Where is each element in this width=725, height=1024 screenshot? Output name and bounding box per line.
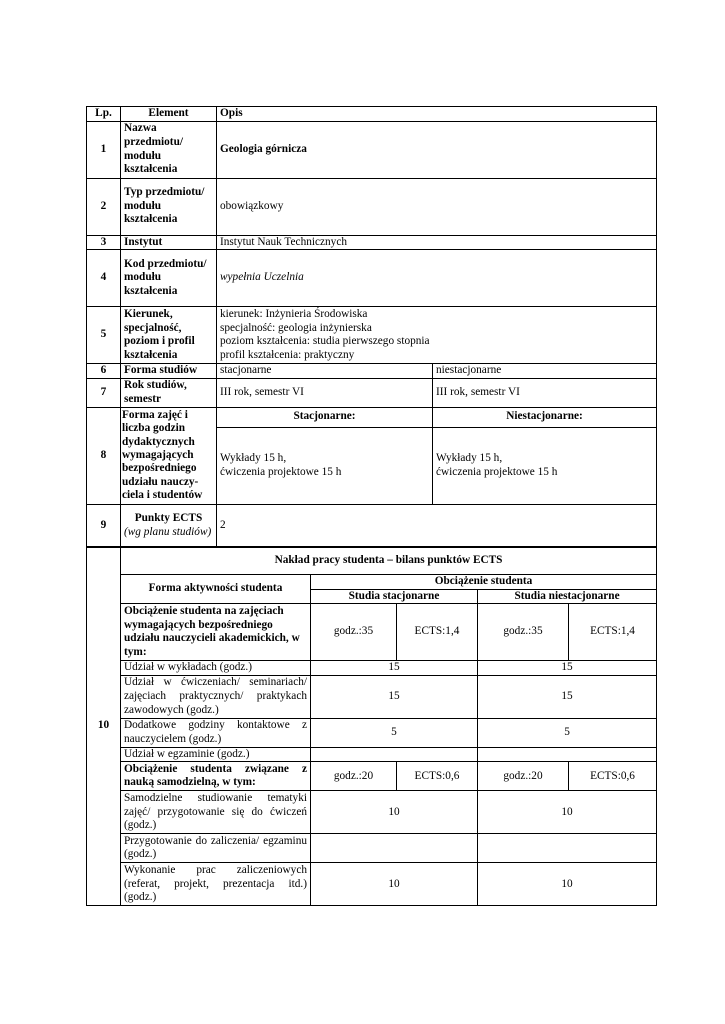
row-4 [87, 250, 657, 307]
row-7 [87, 378, 657, 407]
stac-value: 5 [311, 718, 478, 747]
row-number: 7 [87, 378, 121, 407]
niestac-hours: godz.:35 [478, 604, 569, 661]
level-line: poziom kształcenia: studia pierwszego stopnia [220, 335, 430, 348]
row-8-header [87, 407, 657, 427]
year-stacjonarne: III rok, semestr VI [217, 378, 433, 407]
form-niestacjonarne: niestacjonarne [433, 364, 657, 379]
activity-label: Dodatkowe godziny kontaktowe z nauczycielem (godz.) [121, 718, 311, 747]
header-element: Element [121, 107, 217, 122]
row-9 [87, 504, 657, 547]
module-code: wypełnia Uczelnia [217, 250, 657, 307]
ects-label: Punkty ECTS [134, 512, 203, 525]
row-number: 3 [87, 235, 121, 250]
stac-ects: ECTS:1,4 [397, 604, 478, 661]
module-description-table [86, 106, 657, 548]
row-number: 4 [87, 250, 121, 307]
niestac-value: 5 [478, 718, 657, 747]
row-label [121, 504, 217, 547]
niestac-value: 10 [478, 791, 657, 834]
specialty-line: specjalność: geologia inżynierska [220, 321, 372, 334]
workload-table [86, 546, 657, 906]
year-niestacjonarne: III rok, semestr VI [433, 378, 657, 407]
row-label: Kierunek, specjalność, poziom i profil kształcenia [121, 307, 217, 364]
classes-stacjonarne: Wykłady 15 h, ćwiczenia projektowe 15 h [217, 427, 433, 504]
field-of-study [217, 307, 657, 364]
assignments-row [87, 863, 657, 906]
stac-hours: godz.:20 [311, 762, 397, 791]
exercises-row [87, 675, 657, 718]
niestac-value [478, 747, 657, 762]
activity-label: Przygotowanie do zaliczenia/ egzaminu (godz.) [121, 834, 311, 863]
activity-label: Obciążenie studenta związane z nauką samodzielną, w tym: [121, 762, 311, 791]
workload-header-row [87, 575, 657, 590]
niestac-value: 10 [478, 863, 657, 906]
niestac-ects: ECTS:1,4 [569, 604, 657, 661]
classes-stacjonarne-header: Stacjonarne: [217, 407, 433, 427]
row-label: Kod przedmiotu/ modułu kształcenia [121, 250, 217, 307]
profile-line: profil kształcenia: praktyczny [220, 348, 355, 361]
activity-label: Udział w ćwiczeniach/ seminariach/ zajęciach praktycznych/ praktykach zawodowych (godz.) [121, 675, 311, 718]
activity-label: Obciążenie studenta na zajęciach wymagających bezpośredniego udziału nauczycieli akademickich, w tym: [121, 604, 311, 661]
row-number: 10 [87, 547, 121, 906]
header-lp: Lp. [87, 107, 121, 122]
row-3 [87, 235, 657, 250]
self-study-total-row [87, 762, 657, 791]
header-opis: Opis [217, 107, 657, 122]
classes-niestacjonarne: Wykłady 15 h, ćwiczenia projektowe 15 h [433, 427, 657, 504]
niestac-value: 15 [478, 675, 657, 718]
row-number: 6 [87, 364, 121, 379]
row-6 [87, 364, 657, 379]
row-2 [87, 178, 657, 235]
field-line: kierunek: Inżynieria Środowiska [220, 308, 368, 320]
ects-note: (wg planu studiów) [124, 525, 212, 538]
exam-prep-row [87, 834, 657, 863]
header-row [87, 107, 657, 122]
module-name: Geologia górnicza [217, 121, 657, 178]
stac-value: 15 [311, 661, 478, 676]
self-study-row [87, 791, 657, 834]
load-header: Obciążenie studenta [311, 575, 657, 590]
activity-label: Samodzielne studiowanie tematyki zajęć/ przygotowanie się do ćwiczeń (godz.) [121, 791, 311, 834]
row-number: 5 [87, 307, 121, 364]
activity-header: Forma aktywności studenta [121, 575, 311, 604]
row-number: 2 [87, 178, 121, 235]
stac-value [311, 834, 478, 863]
stac-value: 15 [311, 675, 478, 718]
lectures-row [87, 661, 657, 676]
niestac-header: Studia niestacjonarne [478, 589, 657, 604]
module-type: obowiązkowy [217, 178, 657, 235]
stac-value: 10 [311, 863, 478, 906]
row-number: 8 [87, 407, 121, 504]
activity-label: Udział w egzaminie (godz.) [121, 747, 311, 762]
stac-header: Studia stacjonarne [311, 589, 478, 604]
niestac-value [478, 834, 657, 863]
ects-value: 2 [217, 504, 657, 547]
row-number: 1 [87, 121, 121, 178]
stac-ects: ECTS:0,6 [397, 762, 478, 791]
workload-title: Nakład pracy studenta – bilans punktów ECTS [121, 547, 657, 575]
row-label: Instytut [121, 235, 217, 250]
exam-row [87, 747, 657, 762]
stac-value: 10 [311, 791, 478, 834]
activity-label: Udział w wykładach (godz.) [121, 661, 311, 676]
niestac-hours: godz.:20 [478, 762, 569, 791]
form-stacjonarne: stacjonarne [217, 364, 433, 379]
row-number: 9 [87, 504, 121, 547]
extra-contact-row [87, 718, 657, 747]
contact-row [87, 604, 657, 661]
row-5 [87, 307, 657, 364]
row-label: Typ przedmiotu/ modułu kształcenia [121, 178, 217, 235]
activity-label: Wykonanie prac zaliczeniowych (referat, projekt, prezentacja itd.) (godz.) [121, 863, 311, 906]
row-label: Forma studiów [121, 364, 217, 379]
niestac-value: 15 [478, 661, 657, 676]
row-label: Nazwa przedmiotu/ modułu kształcenia [121, 121, 217, 178]
workload-title-row [87, 547, 657, 575]
classes-niestacjonarne-header: Niestacjonarne: [433, 407, 657, 427]
niestac-ects: ECTS:0,6 [569, 762, 657, 791]
row-label: Rok studiów, semestr [121, 378, 217, 407]
row-label: Forma zajęć i liczba godzin dydaktycznych wymagających bezpośredniego udziału nauczy-ciela i studentów [121, 407, 217, 504]
stac-hours: godz.:35 [311, 604, 397, 661]
institute: Instytut Nauk Technicznych [217, 235, 657, 250]
stac-value [311, 747, 478, 762]
row-1 [87, 121, 657, 178]
